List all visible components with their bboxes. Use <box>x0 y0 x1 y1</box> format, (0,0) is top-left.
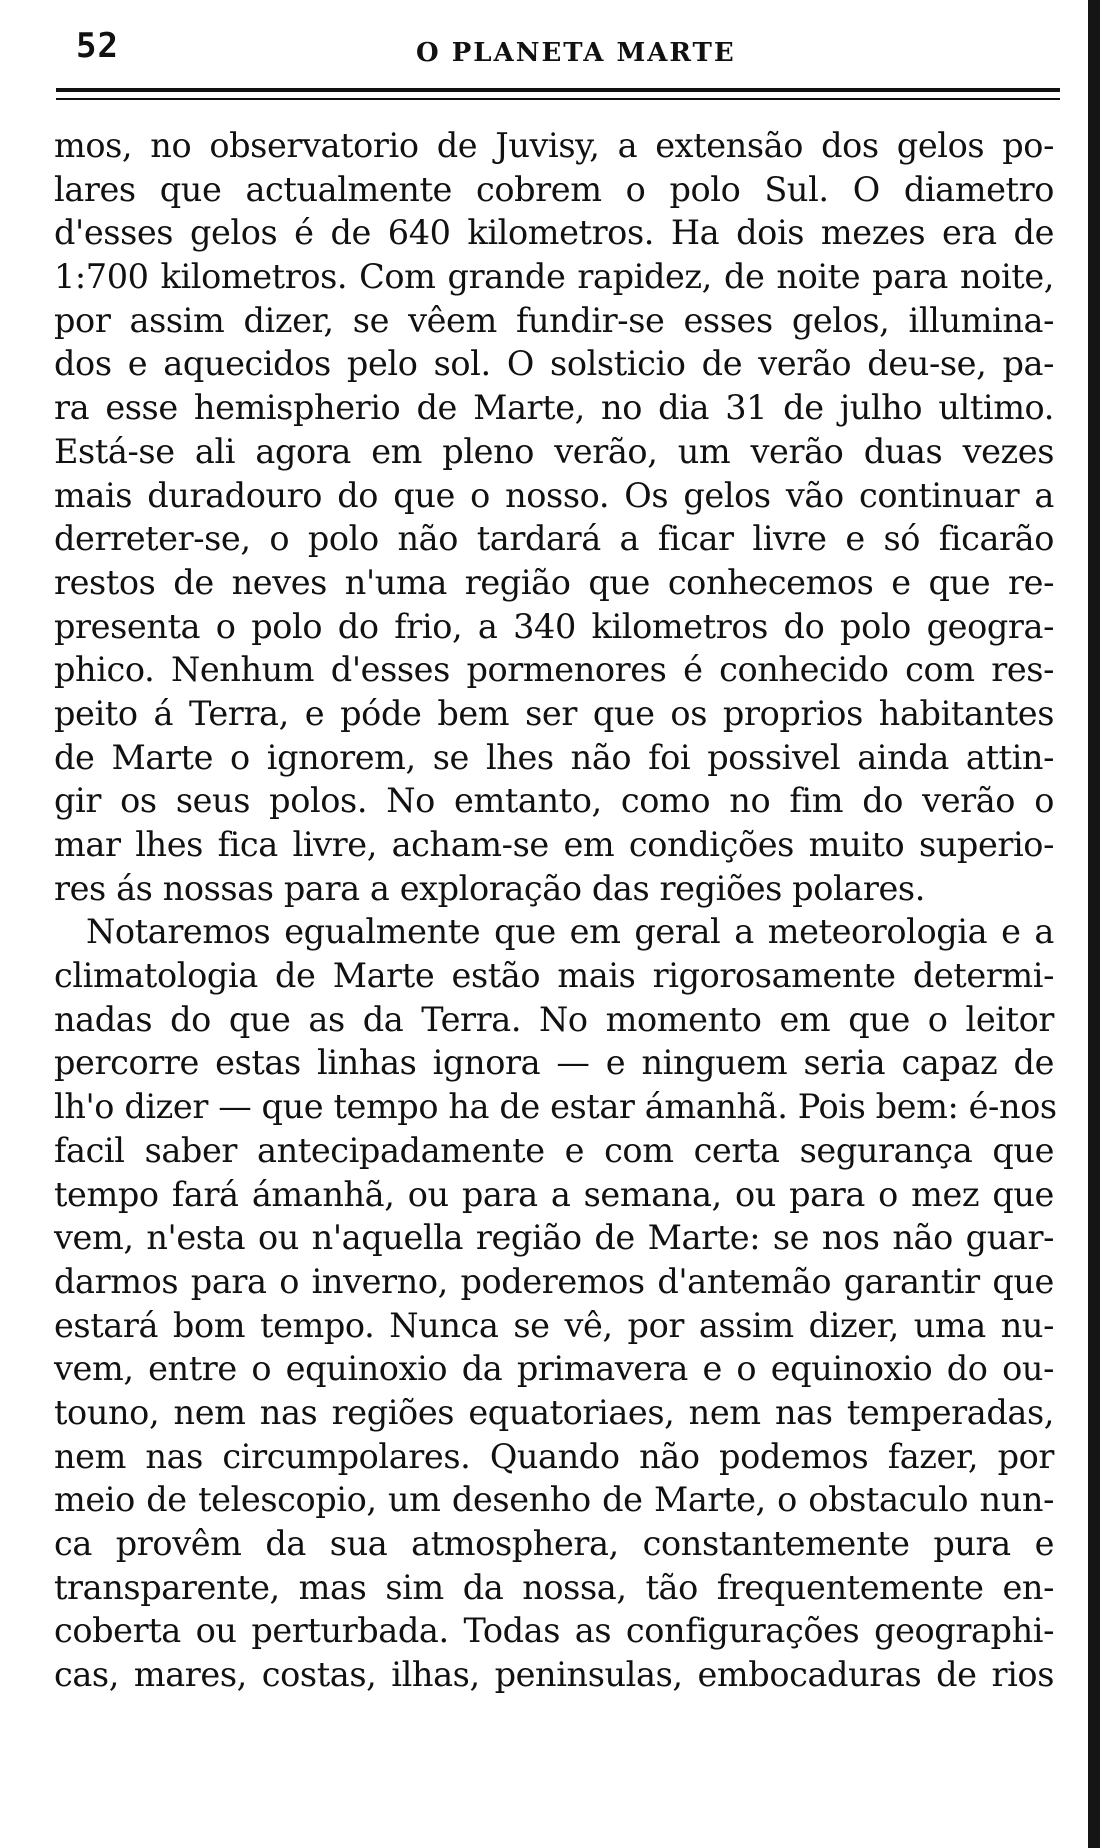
text-line: gir os seus polos. No emtanto, como no fim do verão o <box>54 781 1054 821</box>
text-line: ra esse hemispherio de Marte, no dia 31 de julho ultimo. <box>54 388 1054 428</box>
header-rule-thin <box>56 98 1060 100</box>
text-line: nem nas circumpolares. Quando não podemos fazer, por <box>54 1436 1054 1476</box>
text-line: peito á Terra, e póde bem ser que os proprios habitantes <box>54 693 1054 733</box>
text-line: meio de telescopio, um desenho de Marte, o obstaculo nun- <box>54 1480 1054 1520</box>
text-line: lares que actualmente cobrem o polo Sul. O diametro <box>54 169 1054 209</box>
text-line: por assim dizer, se vêem fundir-se esses gelos, illumina- <box>54 300 1054 340</box>
page-header <box>66 18 1056 78</box>
text-line: climatologia de Marte estão mais rigorosamente determi- <box>54 956 1054 996</box>
text-line: d'esses gelos é de 640 kilometros. Ha dois mezes era de <box>54 213 1054 253</box>
text-line: tempo fará ámanhã, ou para a semana, ou para o mez que <box>54 1174 1054 1214</box>
text-line: facil saber antecipadamente e com certa segurança que <box>54 1130 1054 1170</box>
text-line: vem, n'esta ou n'aquella região de Marte: se nos não guar- <box>54 1218 1054 1258</box>
paragraph-2 <box>54 910 1057 1696</box>
text-line: mar lhes fica livre, acham-se em condições muito superio- <box>54 825 1054 864</box>
text-line: Está-se ali agora em pleno verão, um verão duas vezes <box>54 431 1054 471</box>
text-line: res ás nossas para a exploração das regiões polares. <box>54 868 925 908</box>
text-line: nadas do que as da Terra. No momento em que o leitor <box>54 999 1054 1039</box>
text-line: darmos para o inverno, poderemos d'antemão garantir que <box>54 1261 1054 1301</box>
text-line: derreter-se, o polo não tardará a ficar livre e só ficarão <box>54 519 1054 559</box>
paragraph-1 <box>54 124 1054 910</box>
text-line: vem, entre o equinoxio da primavera e o equinoxio do ou- <box>54 1349 1054 1389</box>
text-line: de Marte o ignorem, se lhes não foi possivel ainda attin- <box>54 737 1054 777</box>
running-title: O PLANETA MARTE <box>416 38 736 68</box>
text-line: transparente, mas sim da nossa, tão frequentemente en- <box>54 1567 1054 1607</box>
text-line: mos, no observatorio de Juvisy, a extensão dos gelos po- <box>54 126 1054 165</box>
text-line: 1:700 kilometros. Com grande rapidez, de noite para noite, <box>54 257 1054 297</box>
text-line: lh'o dizer — que tempo ha de estar ámanhã. Pois bem: é-nos <box>54 1087 1057 1127</box>
header-rule-thick <box>56 88 1060 92</box>
text-line: mais duradouro do que o nosso. Os gelos vão continuar a <box>54 475 1054 515</box>
body-text <box>54 124 1057 1697</box>
text-line: phico. Nenhum d'esses pormenores é conhecido com res- <box>54 650 1054 690</box>
page-number: 52 <box>76 26 119 66</box>
text-line: estará bom tempo. Nunca se vê, por assim dizer, uma nu- <box>54 1305 1054 1345</box>
text-line: touno, nem nas regiões equatoriaes, nem nas temperadas, <box>54 1392 1054 1432</box>
text-line: presenta o polo do frio, a 340 kilometros do polo geogra- <box>54 606 1054 646</box>
text-line: coberta ou perturbada. Todas as configurações geographi- <box>54 1611 1054 1651</box>
text-line: cas, mares, costas, ilhas, peninsulas, embocaduras de rios <box>54 1655 1054 1695</box>
text-line: restos de neves n'uma região que conhecemos e que re- <box>54 562 1054 602</box>
text-line: Notaremos egualmente que em geral a meteorologia e a <box>86 912 1054 952</box>
text-line: percorre estas linhas ignora — e ninguem seria capaz de <box>54 1043 1054 1083</box>
text-line: dos e aquecidos pelo sol. O solsticio de verão deu-se, pa- <box>54 344 1054 384</box>
text-line: ca provêm da sua atmosphera, constantemente pura e <box>54 1524 1054 1563</box>
scan-edge-shadow <box>1088 0 1100 1848</box>
